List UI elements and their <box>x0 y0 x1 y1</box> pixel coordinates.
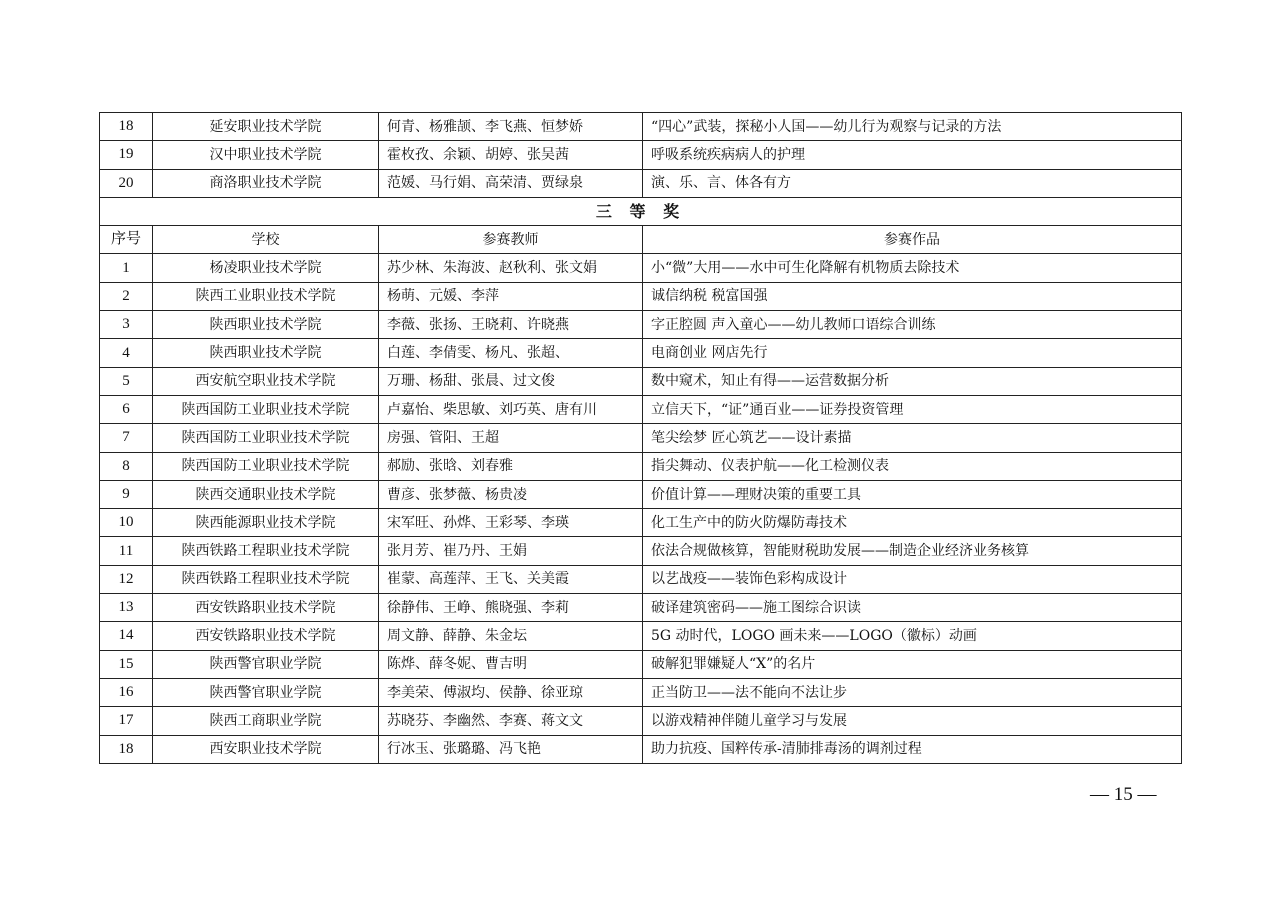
table-row <box>100 424 1182 452</box>
row-school: 陕西国防工业职业技术学院 <box>153 424 379 452</box>
table-row <box>100 311 1182 339</box>
header-school: 学校 <box>153 226 379 254</box>
row-school: 陕西国防工业职业技术学院 <box>153 395 379 423</box>
row-no: 10 <box>100 509 153 537</box>
row-work: 数中窥术，知止有得——运营数据分析 <box>643 367 1182 395</box>
row-school: 陕西交通职业技术学院 <box>153 480 379 508</box>
column-header-row <box>100 226 1182 254</box>
third-prize-rows <box>100 254 1182 763</box>
row-teachers: 白莲、李倩雯、杨凡、张超、 <box>379 339 643 367</box>
table-row <box>100 113 1182 141</box>
row-no: 5 <box>100 367 153 395</box>
row-school: 西安铁路职业技术学院 <box>153 622 379 650</box>
header-no: 序号 <box>100 226 153 254</box>
row-teachers: 范媛、马行娟、高荣清、贾绿泉 <box>379 169 643 197</box>
table-row <box>100 565 1182 593</box>
row-teachers: 杨萌、元媛、李萍 <box>379 282 643 310</box>
row-work: 字正腔圆 声入童心——幼儿教师口语综合训练 <box>643 311 1182 339</box>
row-no: 11 <box>100 537 153 565</box>
table-row <box>100 339 1182 367</box>
row-work: 破解犯罪嫌疑人“X”的名片 <box>643 650 1182 678</box>
row-school: 陕西工商职业学院 <box>153 707 379 735</box>
row-teachers: 何青、杨雅颉、李飞燕、恒梦娇 <box>379 113 643 141</box>
table-row <box>100 141 1182 169</box>
row-teachers: 郝励、张晗、刘春雅 <box>379 452 643 480</box>
table-row <box>100 254 1182 282</box>
row-work: 以艺战疫——装饰色彩构成设计 <box>643 565 1182 593</box>
row-no: 9 <box>100 480 153 508</box>
row-school: 陕西职业技术学院 <box>153 311 379 339</box>
table-row <box>100 395 1182 423</box>
row-work: 依法合规做核算，智能财税助发展——制造企业经济业务核算 <box>643 537 1182 565</box>
row-no: 12 <box>100 565 153 593</box>
row-no: 1 <box>100 254 153 282</box>
row-teachers: 崔蒙、高莲萍、王飞、关美霞 <box>379 565 643 593</box>
row-teachers: 曹彦、张梦薇、杨贵凌 <box>379 480 643 508</box>
row-teachers: 陈烨、薛冬妮、曹吉明 <box>379 650 643 678</box>
row-school: 延安职业技术学院 <box>153 113 379 141</box>
row-school: 陕西警官职业学院 <box>153 678 379 706</box>
row-teachers: 苏少林、朱海波、赵秋利、张文娟 <box>379 254 643 282</box>
row-no: 14 <box>100 622 153 650</box>
row-teachers: 张月芳、崔乃丹、王娟 <box>379 537 643 565</box>
row-work: 立信天下，“证”通百业——证券投资管理 <box>643 395 1182 423</box>
row-work: 正当防卫——法不能向不法让步 <box>643 678 1182 706</box>
row-teachers: 行冰玉、张璐璐、冯飞艳 <box>379 735 643 763</box>
row-no: 19 <box>100 141 153 169</box>
row-school: 陕西工业职业技术学院 <box>153 282 379 310</box>
row-work: 助力抗疫、国粹传承-清肺排毒汤的调剂过程 <box>643 735 1182 763</box>
row-teachers: 李美荣、傅淑均、侯静、徐亚琼 <box>379 678 643 706</box>
table-row <box>100 367 1182 395</box>
previous-award-rows <box>100 113 1182 198</box>
table-row <box>100 678 1182 706</box>
row-school: 汉中职业技术学院 <box>153 141 379 169</box>
row-no: 3 <box>100 311 153 339</box>
row-no: 15 <box>100 650 153 678</box>
table-row <box>100 650 1182 678</box>
row-no: 2 <box>100 282 153 310</box>
row-work: 笔尖绘梦 匠心筑艺——设计素描 <box>643 424 1182 452</box>
row-school: 陕西警官职业学院 <box>153 650 379 678</box>
row-work: 演、乐、言、体各有方 <box>643 169 1182 197</box>
row-school: 西安铁路职业技术学院 <box>153 594 379 622</box>
row-school: 陕西能源职业技术学院 <box>153 509 379 537</box>
section-title-row <box>100 197 1182 225</box>
row-work: 以游戏精神伴随儿童学习与发展 <box>643 707 1182 735</box>
table-row <box>100 594 1182 622</box>
table-row <box>100 452 1182 480</box>
row-school: 西安航空职业技术学院 <box>153 367 379 395</box>
header-teachers: 参赛教师 <box>379 226 643 254</box>
row-teachers: 苏晓芬、李幽然、李赛、蒋文文 <box>379 707 643 735</box>
row-work: 化工生产中的防火防爆防毒技术 <box>643 509 1182 537</box>
row-work: 小“微”大用——水中可生化降解有机物质去除技术 <box>643 254 1182 282</box>
table-row <box>100 282 1182 310</box>
row-school: 陕西国防工业职业技术学院 <box>153 452 379 480</box>
page-number: — 15 — <box>1090 784 1157 805</box>
row-teachers: 卢嘉怡、柴思敏、刘巧英、唐有川 <box>379 395 643 423</box>
row-school: 商洛职业技术学院 <box>153 169 379 197</box>
row-no: 20 <box>100 169 153 197</box>
row-no: 18 <box>100 113 153 141</box>
row-teachers: 霍枚孜、余颖、胡婷、张吴茜 <box>379 141 643 169</box>
row-teachers: 宋军旺、孙烨、王彩琴、李瑛 <box>379 509 643 537</box>
row-teachers: 房强、管阳、王超 <box>379 424 643 452</box>
section-header-block <box>100 197 1182 254</box>
table-row <box>100 707 1182 735</box>
row-teachers: 周文静、薛静、朱金坛 <box>379 622 643 650</box>
row-work: 呼吸系统疾病病人的护理 <box>643 141 1182 169</box>
row-work: 电商创业 网店先行 <box>643 339 1182 367</box>
row-teachers: 徐静伟、王峥、熊晓强、李莉 <box>379 594 643 622</box>
row-no: 8 <box>100 452 153 480</box>
row-school: 西安职业技术学院 <box>153 735 379 763</box>
row-no: 16 <box>100 678 153 706</box>
row-work: 破译建筑密码——施工图综合识读 <box>643 594 1182 622</box>
row-no: 13 <box>100 594 153 622</box>
table-row <box>100 622 1182 650</box>
row-no: 6 <box>100 395 153 423</box>
row-school: 陕西铁路工程职业技术学院 <box>153 537 379 565</box>
row-work: 指尖舞动、仪表护航——化工检测仪表 <box>643 452 1182 480</box>
row-no: 17 <box>100 707 153 735</box>
row-teachers: 万珊、杨甜、张晨、过文俊 <box>379 367 643 395</box>
header-work: 参赛作品 <box>643 226 1182 254</box>
row-school: 陕西职业技术学院 <box>153 339 379 367</box>
row-work: “四心”武装，探秘小人国——幼儿行为观察与记录的方法 <box>643 113 1182 141</box>
row-no: 7 <box>100 424 153 452</box>
table-row <box>100 509 1182 537</box>
row-teachers: 李薇、张扬、王晓莉、许晓燕 <box>379 311 643 339</box>
awards-table <box>99 112 1182 764</box>
section-title: 三 等 奖 <box>100 197 1182 225</box>
table-row <box>100 735 1182 763</box>
row-school: 陕西铁路工程职业技术学院 <box>153 565 379 593</box>
row-work: 价值计算——理财决策的重要工具 <box>643 480 1182 508</box>
table-row <box>100 537 1182 565</box>
row-no: 18 <box>100 735 153 763</box>
table-row <box>100 480 1182 508</box>
table-row <box>100 169 1182 197</box>
row-work: 诚信纳税 税富国强 <box>643 282 1182 310</box>
row-work: 5G 动时代，LOGO 画未来——LOGO（徽标）动画 <box>643 622 1182 650</box>
row-no: 4 <box>100 339 153 367</box>
row-school: 杨凌职业技术学院 <box>153 254 379 282</box>
